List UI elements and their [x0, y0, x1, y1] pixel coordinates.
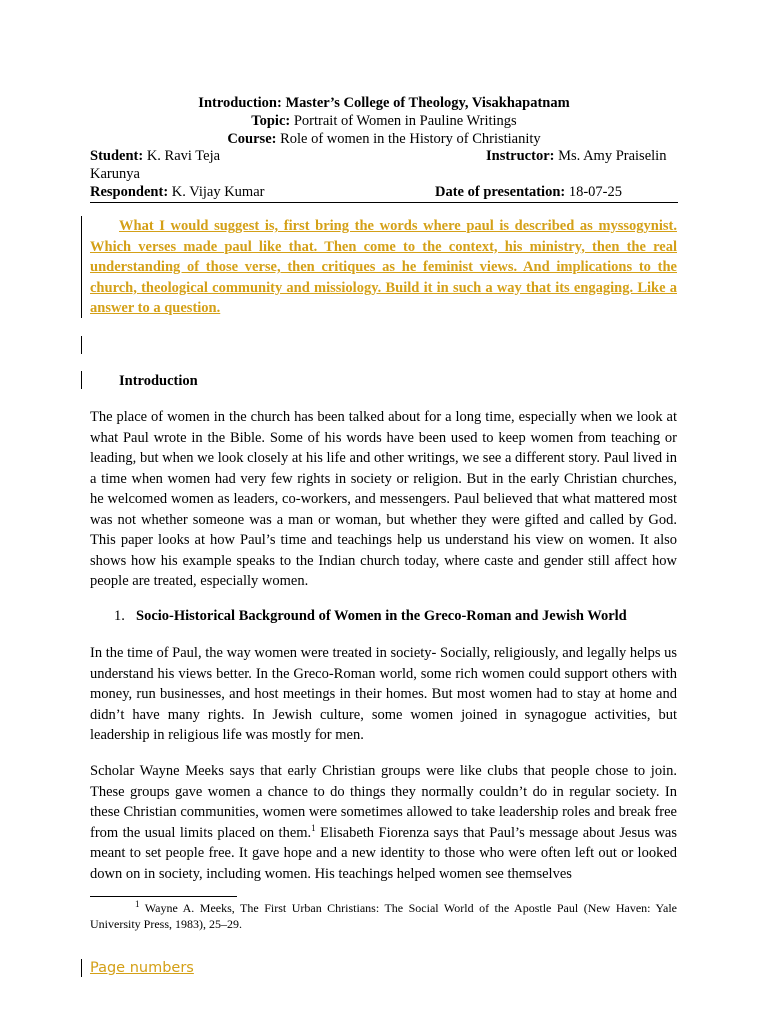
- respondent-label: Respondent:: [90, 184, 169, 200]
- change-bar: [81, 336, 82, 354]
- footnote-reference[interactable]: 1: [311, 822, 316, 833]
- topic-value: Portrait of Women in Pauline Writings: [293, 113, 517, 129]
- student-value: K. Ravi Teja: [146, 148, 221, 164]
- footnote-marker: 1: [135, 899, 140, 909]
- section-1-number: 1.: [114, 608, 125, 624]
- topic-line: [90, 112, 678, 130]
- section-1-paragraph-2: [90, 761, 677, 884]
- reviewer-comment[interactable]: What I would suggest is, first bring the words where paul is described as myssogynist. Which verses made paul like that. Then come to the context, his ministry, then the real understanding of those verse, then critiques as he feminist views. And implications to the church, theological community and missiology. Build it in such a way that its engaging. Like a answer to a question.: [90, 218, 677, 316]
- header-divider: [90, 202, 678, 203]
- student-label: Student:: [90, 148, 144, 164]
- page-numbers-comment[interactable]: Page numbers: [90, 960, 194, 976]
- section-1-title: Socio-Historical Background of Women in the Greco-Roman and Jewish World: [136, 608, 627, 624]
- paragraph-2-part-b: Elisabeth Fiorenza says that Paul’s message about Jesus was meant to set people free. It gave hope and a new identity to those who were often left out or looked down on in society, including women. His teachings helped women see themselves: [90, 824, 677, 882]
- instructor-label: Instructor:: [486, 148, 555, 164]
- intro-line: [90, 94, 678, 112]
- intro-value: Master’s College of Theology, Visakhapatnam: [285, 95, 570, 111]
- footnote-1: [90, 900, 677, 932]
- course-label: Course:: [227, 131, 277, 147]
- instructor-value-continued: Karunya: [90, 166, 140, 182]
- topic-label: Topic:: [251, 113, 291, 129]
- introduction-heading: Introduction: [119, 373, 198, 389]
- footnote-separator: [90, 896, 237, 897]
- section-1-heading: [114, 607, 627, 625]
- intro-label: Introduction:: [198, 95, 282, 111]
- date-label: Date of presentation:: [435, 184, 566, 200]
- paragraph-2-part-a: Scholar Wayne Meeks says that early Christian groups were like clubs that people chose to join. These groups gave women a chance to do things they normally couldn’t do in regular society. In these Christian communities, women were sometimes allowed to take leadership roles and break free from the usual limits placed on them.: [90, 763, 677, 841]
- change-bar: [81, 371, 82, 389]
- instructor-value: Ms. Amy Praiselin: [558, 148, 667, 164]
- respondent-value: K. Vijay Kumar: [171, 184, 265, 200]
- date-value: 18-07-25: [568, 184, 623, 200]
- course-line: [90, 130, 678, 148]
- course-value: Role of women in the History of Christianity: [280, 131, 541, 147]
- change-bar: [81, 216, 82, 318]
- change-bar: [81, 959, 82, 977]
- introduction-paragraph: The place of women in the church has been talked about for a long time, especially when we look at what Paul wrote in the Bible. Some of his words have been used to keep women from teaching or leading, but when we look closely at his life and other writings, we see a different story. Paul lived in a time when women had very few rights in society or religion. But in the early Christian churches, he welcomed women as leaders, co-workers, and messengers. Paul believed that what mattered most was not whether someone was a man or woman, but whether they were gifted and called by God. This paper looks at how Paul’s time and teachings help us understand his view on women. It also shows how his example speaks to the Indian church today, where caste and gender still affect how people are treated, especially women.: [90, 409, 677, 589]
- date-line: [435, 183, 678, 201]
- instructor-line: [486, 147, 678, 165]
- footnote-text: Wayne A. Meeks, The First Urban Christians: The Social World of the Apostle Paul (New Haven: Yale University Press, 1983), 25–29.: [90, 901, 677, 931]
- section-1-paragraph-1: In the time of Paul, the way women were treated in society- Socially, religiously, and legally helps us understand his views better. In the Greco-Roman world, some rich women could support others with money, run businesses, and host meetings in their homes. But most women had to stay at home and didn’t have many rights. In Jewish culture, some women joined in synagogue activities, but leadership in religious life was mostly for men.: [90, 645, 677, 743]
